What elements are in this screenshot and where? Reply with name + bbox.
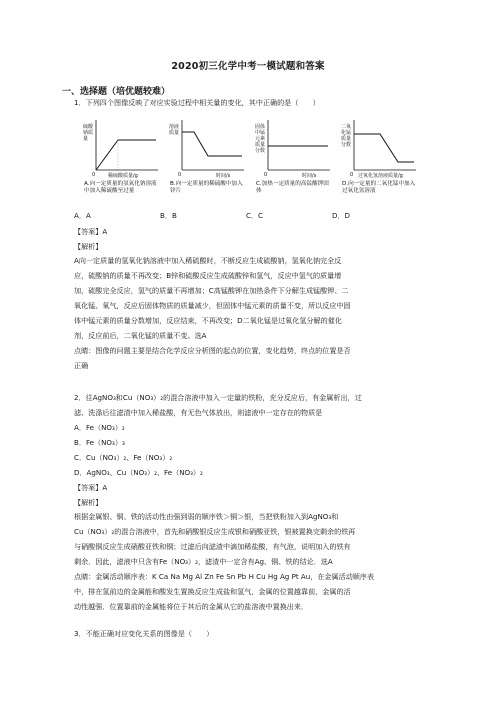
q1-analysis-line: 体中锰元素的质量分数增加，反应结束，不再改变；D二氧化锰是过氧化氢分解的催化	[74, 316, 342, 325]
q2-analysis-line: 点睛：金属活动顺序表：K Ca Na Mg Al Zn Fe Sn Pb H Cu Hg Ag Pt Au，在金属活动顺序表	[74, 572, 375, 581]
q2-option-a: A．Fe（NO₃）₂	[74, 423, 125, 432]
svg-text:0: 0	[92, 172, 96, 178]
q1-analysis-line: 应，硫酸钠的质量不再改变；B锌和硫酸反应生成硫酸锌和氢气，反应中氢气的质量增	[74, 271, 342, 280]
q2-analysis-line: 根据金属银、铜、铁的活动性由强到弱的顺序铁＞铜＞银，当把铁粉加入到AgNO₃和	[74, 512, 339, 521]
graph-d-caption: D.向一定量的二氧化锰中加入过氧化氢溶液	[342, 181, 416, 195]
graph-d	[340, 118, 418, 208]
q1-option-b: B．B	[160, 211, 177, 220]
graph-a-ylabel: 硫酸钠质量	[83, 124, 94, 142]
q2-analysis-line: 动性越强．位置靠前的金属能将位于其后的金属从它的盐溶液中置换出来．	[74, 602, 309, 611]
graph-d-ylabel: 二氧化锰质量分数	[341, 124, 352, 148]
q2-option-d: D．AgNO₃、Cu（NO₃）₂、Fe（NO₃）₂	[74, 468, 203, 477]
graph-b	[168, 118, 246, 208]
document-title: 2020初三化学中考一模试题和答案	[171, 61, 325, 72]
q2-option-c: C．Cu（NO₃）₂、Fe（NO₃）₂	[74, 453, 173, 462]
q3-stem: 3．不能正确对应变化关系的图像是（ ）	[74, 629, 214, 638]
q1-analysis-line: 正确	[74, 361, 89, 370]
q2-analysis-line: 与硝酸铜反应生成硝酸亚铁和铜；过滤后向滤渣中滴加稀盐酸，有气泡，说明加入的铁有	[74, 542, 351, 551]
q2-analysis-line: 中，排在氢前边的金属能和酸发生置换反应生成盐和氢气，金属的位置越靠前，金属的活	[74, 587, 351, 596]
graph-b-xlabel: 时间/s	[216, 173, 231, 179]
graph-a	[82, 118, 160, 208]
q1-analysis-line: 点睛：图像的问题主要是结合化学反应分析图的起点的位置，变化趋势，终点的位置是否	[74, 346, 351, 355]
graph-a-xlabel: 稀硫酸质量/g	[108, 173, 138, 179]
graph-c	[254, 118, 332, 208]
q1-analysis-line: 加，硫酸完全反应，氢气的质量不再增加；C高锰酸钾在加热条件下分解生成锰酸钾、二	[74, 286, 349, 295]
q2-analysis-line: Cu（NO₃）₂的混合溶液中，首先和硝酸银反应生成银和硝酸亚铁，银被置换完剩余的铁再	[74, 527, 356, 536]
q2-stem-cont: 滤、洗涤后往滤渣中加入稀盐酸，有无色气体放出，则滤液中一定存在的物质是	[74, 408, 323, 417]
q2-option-b: B．Fe（NO₃）₃	[74, 438, 125, 447]
q1-option-d: D．D	[332, 211, 351, 220]
q1-option-a: A．A	[74, 211, 91, 220]
svg-text:0: 0	[264, 172, 268, 178]
q1-analysis-line: 剂，反应前后，二氧化锰的质量不变。选A	[74, 331, 207, 340]
section-heading: 一、选择题（培优题较难）	[62, 87, 171, 97]
graph-c-xlabel: 时间/s	[302, 173, 317, 179]
q2-analysis-label: 【解析】	[74, 498, 103, 507]
graph-c-caption: C.加热一定质量的高锰酸钾固体	[256, 181, 329, 195]
q2-analysis-line: 剩余．因此，滤液中只含有Fe（NO₃）₂，滤渣中一定含有Ag、铜、铁的结论．选A	[74, 557, 333, 566]
q1-option-c: C．C	[246, 211, 263, 220]
q1-stem: 1．下列四个图像反映了对应实验过程中相关量的变化，其中正确的是（ ）	[74, 98, 320, 107]
q2-stem: 2．往AgNO₃和Cu（NO₃）₂的混合溶液中加入一定量的铁粉，充分反应后，有金属析出，过	[74, 393, 362, 402]
q2-answer: 【答案】A	[74, 483, 108, 492]
graph-b-caption: B.向一定质量的稀硫酸中加入锌片	[170, 181, 243, 195]
graph-c-ylabel: 固体中锰元素质量分数	[255, 124, 266, 154]
graph-d-xlabel: 过氧化氢溶液质量/g	[358, 173, 403, 179]
svg-text:0: 0	[178, 172, 182, 178]
q1-analysis-line: 氧化锰、氧气，反应后固体物质的质量减少，但固体中锰元素的质量不变，所以反应中固	[74, 301, 351, 310]
graph-a-caption: A.向一定质量的氢氧化钠溶液中加入稀硫酸至过量	[84, 181, 157, 195]
svg-text:0: 0	[350, 172, 354, 178]
q1-analysis-line: A向一定质量的氢氧化钠溶液中加入稀硫酸时，不断反应生成硫酸钠，氢氧化钠完全反	[74, 256, 342, 265]
q1-graphs	[82, 118, 422, 208]
graph-b-ylabel: 溶液质量	[169, 124, 180, 136]
q1-analysis-label: 【解析】	[74, 242, 103, 251]
q1-answer: 【答案】A	[74, 227, 108, 236]
